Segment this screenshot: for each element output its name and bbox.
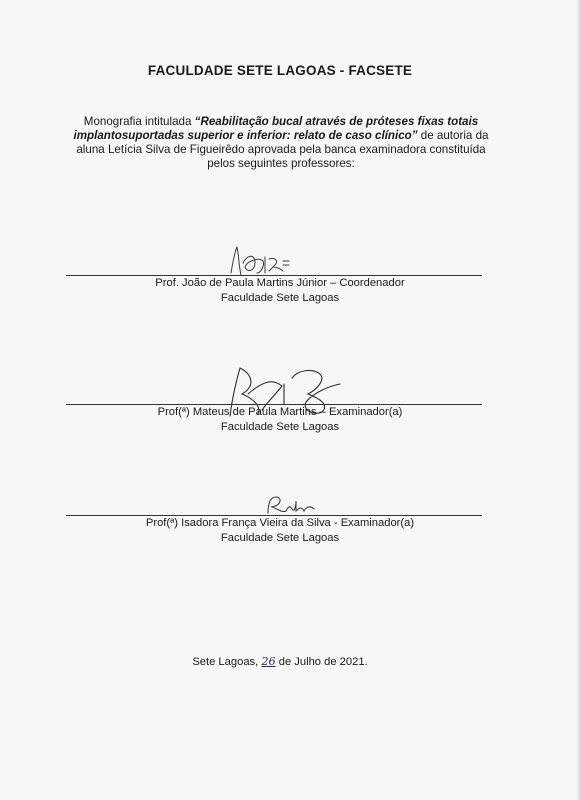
date-place: Sete Lagoas, bbox=[192, 656, 262, 668]
scan-edge bbox=[576, 0, 582, 800]
signer-examiner-1 bbox=[100, 405, 460, 435]
page-title: FACULDADE SETE LAGOAS - FACSETE bbox=[147, 63, 413, 78]
date-rest: de Julho de 2021. bbox=[275, 656, 368, 668]
signer-coordinator bbox=[100, 276, 460, 306]
signer-institution: Faculdade Sete Lagoas bbox=[220, 532, 340, 544]
signer-institution: Faculdade Sete Lagoas bbox=[220, 421, 340, 433]
statement-prefix: Monografia intitulada bbox=[83, 115, 195, 128]
approval-date bbox=[0, 655, 560, 668]
statement-suffix: de autoria da aluna Letícia Silva de Figueirêdo aprovada pela banca examinadora constituída pelos seguintes professores: bbox=[76, 129, 489, 170]
date-day: 26 bbox=[261, 655, 276, 668]
signer-examiner-2 bbox=[95, 516, 465, 546]
thesis-title: “Reabilitação bucal através de próteses fixas totais implantosuportadas superior e inferior: relato de caso clínico” bbox=[73, 115, 479, 142]
signature-examiner-2-icon bbox=[262, 493, 320, 517]
signer-institution: Faculdade Sete Lagoas bbox=[220, 292, 340, 304]
approval-statement bbox=[66, 115, 496, 171]
signer-name: Prof(ª) Isadora França Vieira da Silva - Examinador(a) bbox=[145, 517, 415, 529]
signer-name: Prof(ª) Mateus de Paula Martins – Examinador(a) bbox=[157, 406, 403, 418]
signer-name: Prof. João de Paula Martins Júnior – Coordenador bbox=[155, 277, 405, 289]
